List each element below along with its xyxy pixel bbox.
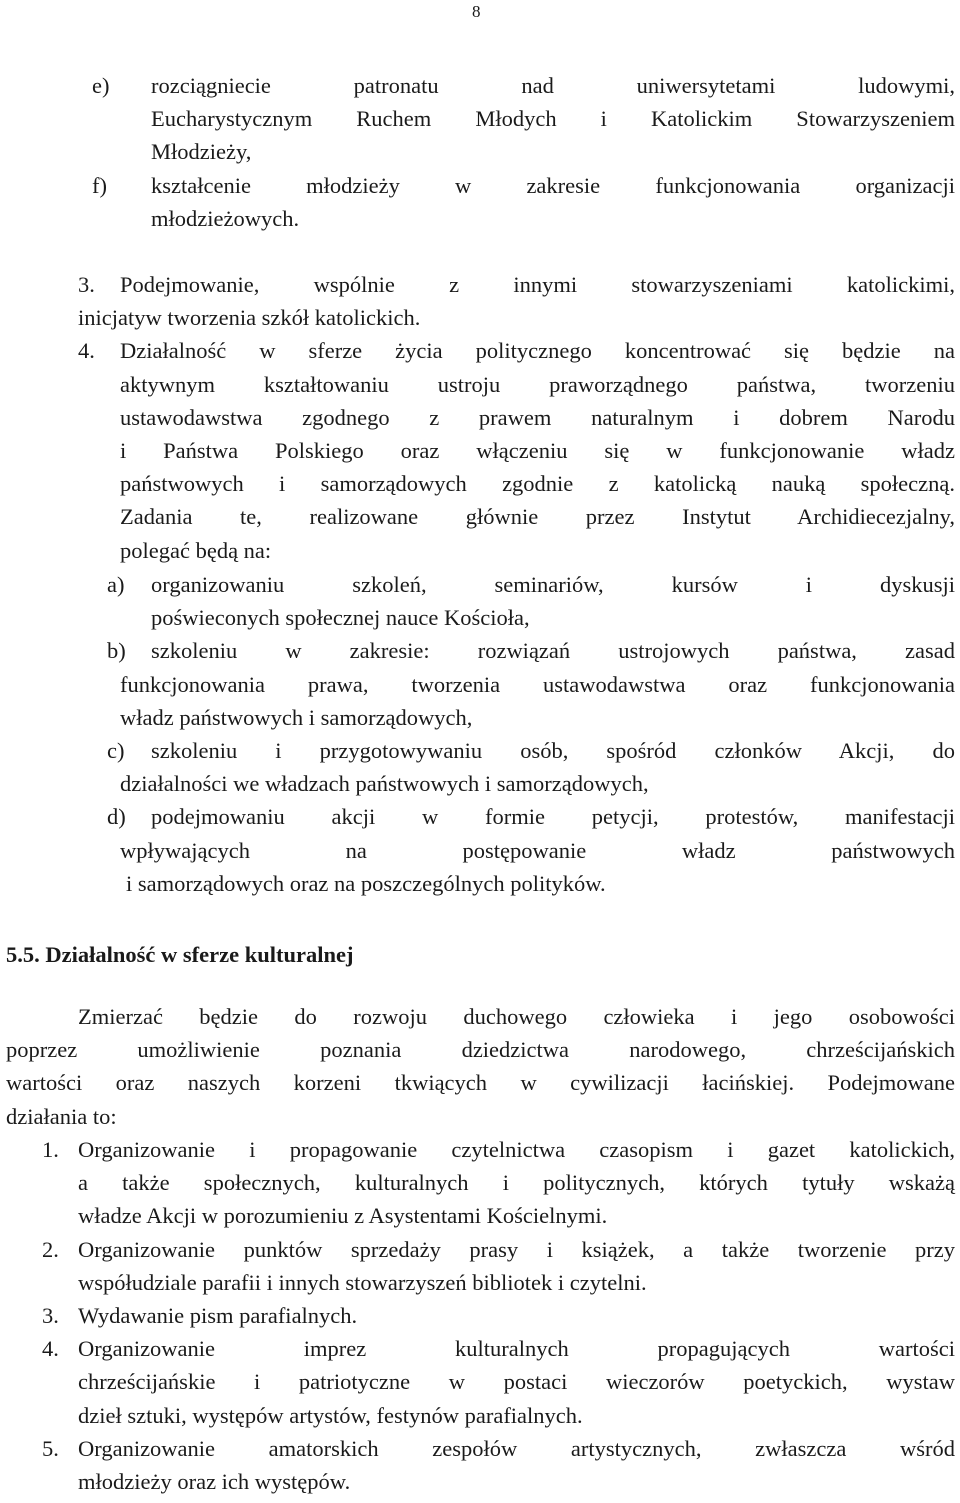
text-line: aktywnym kształtowaniu ustroju praworządnego państwa, tworzeniu — [120, 371, 955, 397]
text-line: działalności we władzach państwowych i samorządowych, — [120, 771, 649, 797]
paragraph-line: Zmierzać będzie do rozwoju duchowego człowieka i jego osobowości — [78, 1004, 955, 1029]
text-line: Zadania te, realizowane głównie przez Instytut Archidiecezjalny, — [120, 504, 955, 530]
text-line: Eucharystycznym Ruchem Młodych i Katolickim Stowarzyszeniem — [151, 106, 955, 132]
list-marker: 3. — [42, 1303, 59, 1328]
text-line: Młodzieży, — [151, 139, 252, 165]
text-line: Wydawanie pism parafialnych. — [78, 1303, 358, 1328]
text-line: szkoleniu i przygotowywaniu osób, spośród członków Akcji, do — [151, 738, 955, 763]
list-marker: b) — [107, 638, 126, 664]
list-marker: 1. — [42, 1137, 59, 1162]
text-line: młodzieży oraz ich występów. — [78, 1469, 351, 1494]
text-line: polegać będą na: — [120, 537, 272, 563]
text-line: Działalność w sferze życia politycznego koncentrować się będzie na — [120, 338, 955, 364]
text-line: Podejmowanie, wspólnie z innymi stowarzyszeniami katolickimi, — [120, 272, 955, 297]
list-marker: 4. — [78, 338, 95, 364]
paragraph-line: działania to: — [6, 1103, 117, 1129]
text-line: Organizowanie imprez kulturalnych propagujących wartości — [78, 1336, 955, 1362]
text-line: ustawodawstwa zgodnego z prawem naturalnym i dobrem Narodu — [120, 404, 955, 430]
list-marker: a) — [107, 572, 125, 597]
page-number: 8 — [472, 2, 481, 21]
paragraph-line: poprzez umożliwienie poznania dziedzictwa narodowego, chrześcijańskich — [6, 1037, 955, 1063]
text-line: Organizowanie amatorskich zespołów artystycznych, zwłaszcza wśród — [78, 1435, 955, 1461]
list-marker: e) — [92, 73, 110, 98]
list-marker: c) — [107, 738, 125, 763]
text-line: współudziale parafii i innych stowarzyszeń bibliotek i czytelni. — [78, 1269, 647, 1295]
text-line: a także społecznych, kulturalnych i politycznych, których tytuły wskażą — [78, 1170, 955, 1196]
list-marker: 5. — [42, 1435, 59, 1461]
text-line: Organizowanie i propagowanie czytelnictwa czasopism i gazet katolickich, — [78, 1137, 955, 1162]
list-marker: 2. — [42, 1236, 59, 1262]
text-line: władz państwowych i samorządowych, — [120, 704, 473, 730]
list-marker: 4. — [42, 1336, 59, 1362]
text-line: chrześcijańskie i patriotyczne w postaci wieczorów poetyckich, wystaw — [78, 1369, 955, 1395]
list-marker: f) — [92, 172, 107, 198]
list-marker: 3. — [78, 272, 95, 297]
text-line: inicjatyw tworzenia szkół katolickich. — [78, 305, 421, 331]
text-line: władze Akcji w porozumieniu z Asystentami Kościelnymi. — [78, 1203, 608, 1229]
text-line: funkcjonowania prawa, tworzenia ustawodawstwa oraz funkcjonowania — [120, 671, 955, 697]
text-line: szkoleniu w zakresie: rozwiązań ustrojowych państwa, zasad — [151, 638, 955, 664]
section-heading: 5.5. Działalność w sferze kulturalnej — [6, 942, 354, 967]
paragraph-line: wartości oraz naszych korzeni tkwiących w cywilizacji łacińskiej. Podejmowane — [6, 1070, 955, 1096]
text-line: państwowych i samorządowych zgodnie z katolicką nauką społeczną. — [120, 471, 955, 497]
text-line: kształcenie młodzieży w zakresie funkcjonowania organizacji — [151, 172, 955, 198]
text-line: wpływających na postępowanie władz państwowych — [120, 837, 955, 863]
text-line: i samorządowych oraz na poszczególnych polityków. — [126, 870, 606, 896]
text-line: poświeconych społecznej nauce Kościoła, — [151, 605, 530, 631]
text-line: podejmowaniu akcji w formie petycji, protestów, manifestacji — [151, 804, 955, 830]
text-line: młodzieżowych. — [151, 205, 300, 231]
text-line: rozciągniecie patronatu nad uniwersytetami ludowymi, — [151, 73, 955, 98]
text-line: organizowaniu szkoleń, seminariów, kursów i dyskusji — [151, 572, 955, 597]
text-line: Organizowanie punktów sprzedaży prasy i książek, a także tworzenie przy — [78, 1236, 955, 1262]
text-line: dzieł sztuki, występów artystów, festynów parafialnych. — [78, 1402, 583, 1428]
text-line: i Państwa Polskiego oraz włączeniu się w funkcjonowanie władz — [120, 438, 955, 463]
list-marker: d) — [107, 804, 126, 830]
